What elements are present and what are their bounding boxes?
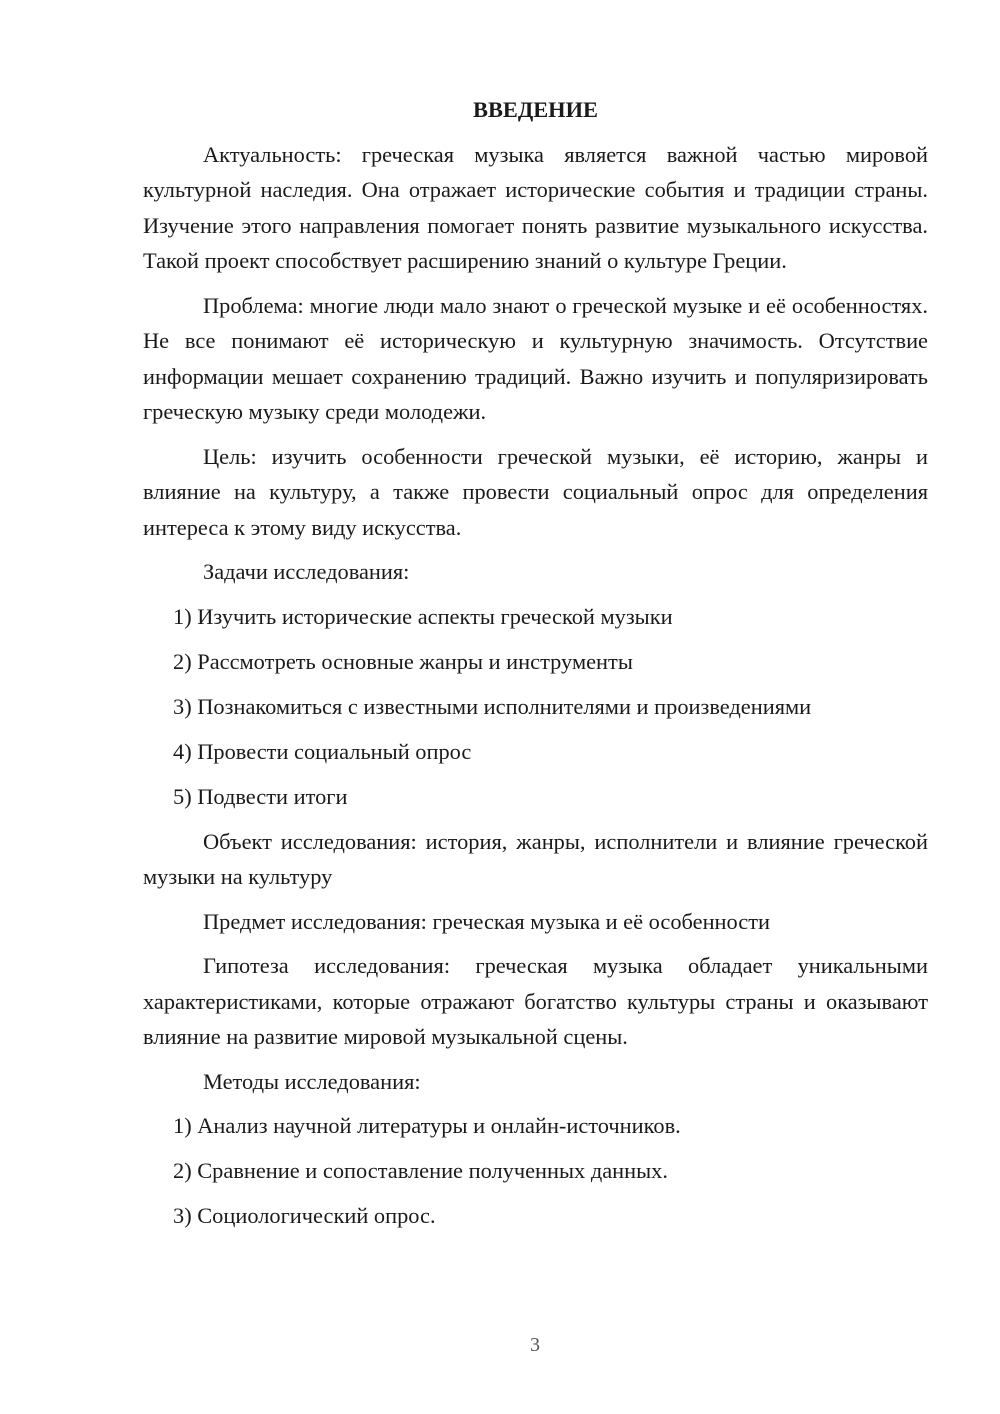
document-page bbox=[143, 92, 928, 1243]
method-item: 2) Сравнение и сопоставление полученных данных. bbox=[173, 1158, 668, 1183]
page-number: 3 bbox=[530, 1334, 540, 1356]
methods-heading: Методы исследования: bbox=[203, 1068, 421, 1094]
problem-paragraph: Проблема: многие люди мало знают о греческой музыке и её особенностях. Не все понимают её историческую и культурную значимость. Отсутствие информации мешает сохранению традиций. Важно изучить и популяризировать греческую музыку среди молодежи. bbox=[143, 292, 928, 424]
subject-paragraph: Предмет исследования: греческая музыка и её особенности bbox=[203, 908, 771, 934]
task-item: 5) Подвести итоги bbox=[173, 783, 348, 809]
relevance-paragraph: Актуальность: греческая музыка является важной частью мировой культурной наследия. Она отражает исторические события и традиции страны. Изучение этого направления помогает понять развитие музыкального искусства. Такой проект способствует расширению знаний о культуре Греции. bbox=[143, 141, 928, 273]
object-paragraph: Объект исследования: история, жанры, исполнители и влияние греческой музыки на культуру bbox=[143, 828, 928, 889]
method-item: 1) Анализ научной литературы и онлайн-источников. bbox=[173, 1113, 681, 1138]
tasks-heading: Задачи исследования: bbox=[203, 559, 410, 584]
methods-list bbox=[143, 1108, 928, 1234]
task-item: 1) Изучить исторические аспекты греческой музыки bbox=[173, 603, 673, 629]
section-title: ВВЕДЕНИЕ bbox=[473, 97, 598, 122]
goal-paragraph: Цель: изучить особенности греческой музыки, её историю, жанры и влияние на культуру, а также провести социальный опрос для определения интереса к этому виду искусства. bbox=[143, 443, 928, 540]
tasks-list bbox=[143, 599, 928, 815]
task-item: 4) Провести социальный опрос bbox=[173, 738, 472, 764]
hypothesis-paragraph: Гипотеза исследования: греческая музыка обладает уникальными характеристиками, которые отражают богатство культуры страны и оказывают влияние на развитие мировой музыкальной сцены. bbox=[143, 953, 928, 1049]
task-item: 2) Рассмотреть основные жанры и инструменты bbox=[173, 648, 633, 674]
method-item: 3) Социологический опрос. bbox=[173, 1203, 436, 1228]
task-item: 3) Познакомиться с известными исполнителями и произведениями bbox=[173, 693, 812, 719]
